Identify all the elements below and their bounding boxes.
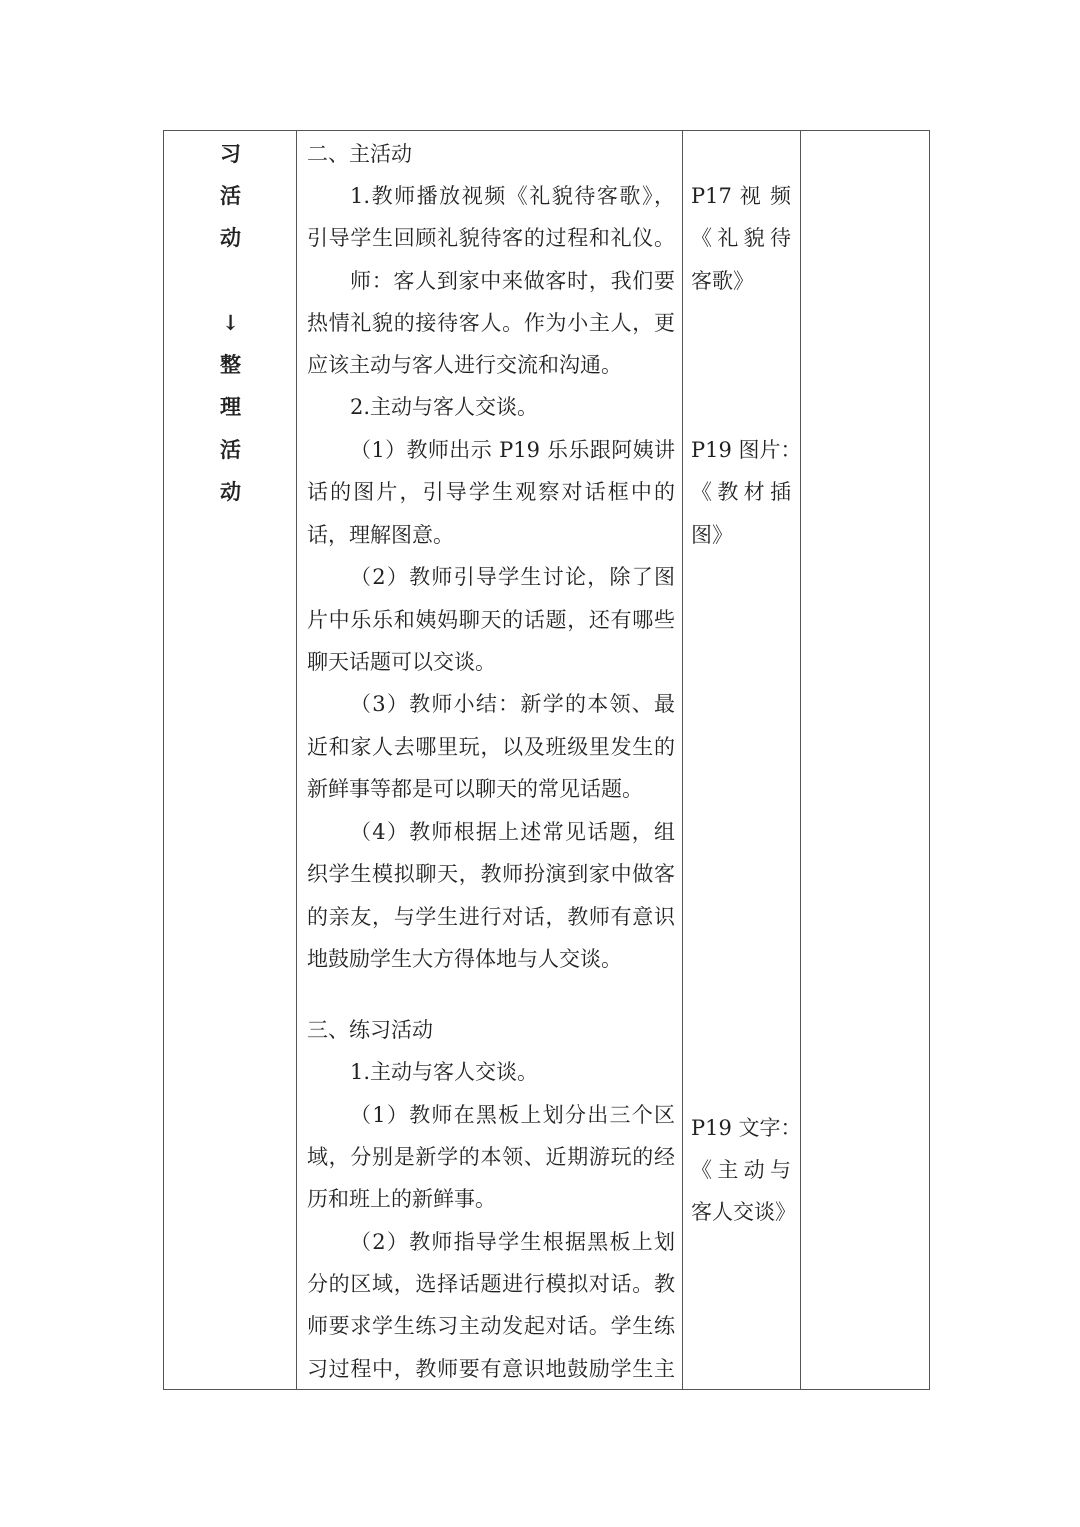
resource-line: P19 文字： — [691, 1116, 802, 1140]
resource-line: 客歌》 — [691, 269, 754, 293]
stage-label-char: 动 — [220, 479, 241, 504]
paragraph-line: 新鲜事等都是可以聊天的常见话题。 — [307, 777, 643, 801]
paragraph-line: 近和家人去哪里玩，以及班级里发生的 — [307, 735, 675, 759]
paragraph-line: 热情礼貌的接待客人。作为小主人，更 — [307, 311, 675, 335]
paragraph-line: 师：客人到家中来做客时，我们要 — [350, 269, 675, 293]
paragraph-line: 的亲友，与学生进行对话，教师有意识 — [307, 905, 675, 929]
list-item: 2.主动与客人交谈。 — [350, 395, 539, 419]
paragraph-line: 分的区域，选择话题进行模拟对话。教 — [307, 1272, 675, 1296]
stage-label-char: 动 — [220, 225, 241, 250]
paragraph-line: （2）教师引导学生讨论，除了图 — [350, 565, 675, 589]
paragraph-line: 引导学生回顾礼貌待客的过程和礼仪。 — [307, 226, 675, 250]
resource-line: 《主动与 — [691, 1158, 791, 1182]
paragraph-line: （1）教师出示 P19 乐乐跟阿姨讲 — [350, 438, 675, 462]
lesson-plan-table — [163, 130, 930, 1390]
resource-line: 图》 — [691, 523, 733, 547]
down-arrow-icon: ↓ — [221, 310, 240, 335]
paragraph-line: （1）教师在黑板上划分出三个区 — [350, 1103, 675, 1127]
section-title: 二、主活动 — [307, 142, 412, 166]
paragraph-line: 聊天话题可以交谈。 — [307, 650, 496, 674]
resource-line: 客人交谈》 — [691, 1200, 796, 1224]
column-divider — [682, 131, 683, 1389]
paragraph-line: 1.教师播放视频《礼貌待客歌》， — [350, 184, 675, 208]
resource-line: P19 图片： — [691, 438, 802, 462]
paragraph-line: 师要求学生练习主动发起对话。学生练 — [307, 1314, 675, 1338]
paragraph-line: 话，理解图意。 — [307, 523, 454, 547]
stage-label-char: 整 — [220, 352, 241, 377]
paragraph-line: 话的图片，引导学生观察对话框中的 — [307, 480, 675, 504]
paragraph-line: 地鼓励学生大方得体地与人交谈。 — [307, 947, 622, 971]
paragraph-line: （2）教师指导学生根据黑板上划 — [350, 1230, 675, 1254]
column-divider — [800, 131, 801, 1389]
paragraph-line: 域，分别是新学的本领、近期游玩的经 — [307, 1145, 675, 1169]
resource-line: 《礼貌待 — [691, 226, 791, 250]
list-item: 1.主动与客人交谈。 — [350, 1060, 539, 1084]
resource-line: P17 视 频 — [691, 184, 791, 208]
paragraph-line: （4）教师根据上述常见话题，组 — [350, 820, 675, 844]
paragraph-line: （3）教师小结：新学的本领、最 — [350, 692, 675, 716]
section-title: 三、练习活动 — [307, 1018, 433, 1042]
paragraph-line: 织学生模拟聊天，教师扮演到家中做客 — [307, 862, 675, 886]
paragraph-line: 片中乐乐和姨妈聊天的话题，还有哪些 — [307, 608, 675, 632]
stage-label-char: 习 — [220, 141, 241, 166]
resource-line: 《教材插 — [691, 480, 791, 504]
stage-label-char: 活 — [220, 437, 241, 462]
paragraph-line: 历和班上的新鲜事。 — [307, 1187, 496, 1211]
paragraph-line: 习过程中，教师要有意识地鼓励学生主 — [307, 1357, 675, 1381]
paragraph-line: 应该主动与客人进行交流和沟通。 — [307, 353, 622, 377]
stage-label-char: 理 — [220, 394, 241, 419]
stage-label-char: 活 — [220, 183, 241, 208]
